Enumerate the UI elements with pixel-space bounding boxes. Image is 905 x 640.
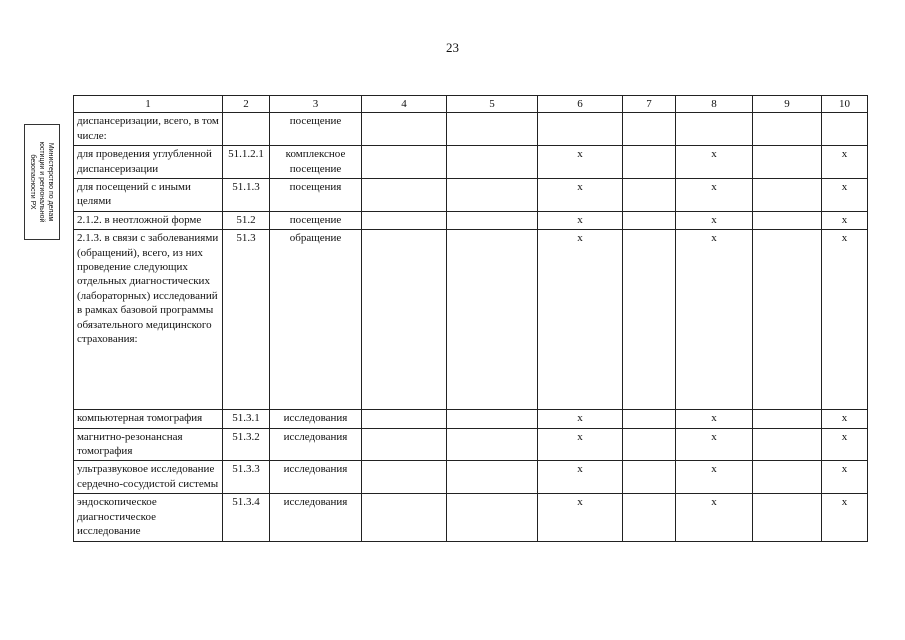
- mark-cell: х: [538, 494, 623, 541]
- column-header: 6: [538, 96, 623, 113]
- empty-cell: [623, 146, 676, 179]
- row-code-cell: 51.3: [223, 230, 270, 410]
- empty-cell: [447, 179, 538, 212]
- mark-cell: х: [822, 179, 868, 212]
- column-header: 8: [676, 96, 753, 113]
- empty-cell: [753, 179, 822, 212]
- empty-cell: [753, 146, 822, 179]
- empty-cell: [362, 211, 447, 229]
- empty-cell: [447, 146, 538, 179]
- empty-cell: [753, 494, 822, 541]
- empty-cell: [362, 230, 447, 410]
- empty-cell: [623, 179, 676, 212]
- row-name-cell: магнитно-резонансная томография: [74, 428, 223, 461]
- row-name-cell: 2.1.2. в неотложной форме: [74, 211, 223, 229]
- table-row: [74, 461, 868, 494]
- empty-cell: [362, 113, 447, 146]
- row-unit-cell: исследования: [270, 410, 362, 428]
- row-unit-cell: посещение: [270, 113, 362, 146]
- row-name-cell: диспансеризации, всего, в том числе:: [74, 113, 223, 146]
- empty-cell: [753, 113, 822, 146]
- empty-cell: [447, 428, 538, 461]
- row-code-cell: 51.3.2: [223, 428, 270, 461]
- mark-cell: х: [676, 146, 753, 179]
- table-row: [74, 211, 868, 229]
- empty-cell: [362, 410, 447, 428]
- mark-cell: х: [538, 428, 623, 461]
- table-row: [74, 179, 868, 212]
- table-row: [74, 113, 868, 146]
- row-name-cell: компьютерная томография: [74, 410, 223, 428]
- row-unit-cell: комплексное посещение: [270, 146, 362, 179]
- column-header: 9: [753, 96, 822, 113]
- table-row: [74, 494, 868, 541]
- empty-cell: [753, 211, 822, 229]
- table-header-row: [74, 96, 868, 113]
- empty-cell: [623, 494, 676, 541]
- empty-cell: [447, 113, 538, 146]
- empty-cell: [447, 410, 538, 428]
- empty-cell: [623, 230, 676, 410]
- mark-cell: [538, 113, 623, 146]
- column-header: 5: [447, 96, 538, 113]
- registration-stamp: [24, 124, 60, 240]
- table-row: [74, 428, 868, 461]
- empty-cell: [362, 146, 447, 179]
- mark-cell: х: [822, 146, 868, 179]
- column-header: 10: [822, 96, 868, 113]
- empty-cell: [362, 179, 447, 212]
- empty-cell: [447, 230, 538, 410]
- row-unit-cell: обращение: [270, 230, 362, 410]
- row-code-cell: 51.1.3: [223, 179, 270, 212]
- empty-cell: [753, 230, 822, 410]
- stamp-line: юстиции и региональной: [38, 141, 46, 223]
- column-header: 7: [623, 96, 676, 113]
- empty-cell: [753, 428, 822, 461]
- empty-cell: [447, 461, 538, 494]
- row-code-cell: 51.2: [223, 211, 270, 229]
- stamp-line: безопасности РХ: [29, 154, 37, 210]
- mark-cell: х: [822, 461, 868, 494]
- column-header: 3: [270, 96, 362, 113]
- row-name-cell: для проведения углубленной диспансеризации: [74, 146, 223, 179]
- mark-cell: х: [822, 410, 868, 428]
- empty-cell: [362, 494, 447, 541]
- row-name-cell: 2.1.3. в связи с заболеваниями (обращений), всего, из них проведение следующих отдельных диагностических (лабораторных) исследований в рамках базовой программы обязательного медицинского страхования:: [74, 230, 223, 410]
- column-header: 4: [362, 96, 447, 113]
- mark-cell: х: [676, 461, 753, 494]
- empty-cell: [362, 428, 447, 461]
- mark-cell: х: [538, 211, 623, 229]
- mark-cell: х: [676, 230, 753, 410]
- row-code-cell: 51.3.4: [223, 494, 270, 541]
- mark-cell: х: [676, 410, 753, 428]
- table-row: [74, 230, 868, 410]
- mark-cell: х: [538, 179, 623, 212]
- row-code-cell: 51.1.2.1: [223, 146, 270, 179]
- empty-cell: [447, 211, 538, 229]
- row-code-cell: 51.3.3: [223, 461, 270, 494]
- row-unit-cell: посещение: [270, 211, 362, 229]
- row-unit-cell: исследования: [270, 494, 362, 541]
- mark-cell: х: [538, 410, 623, 428]
- empty-cell: [753, 461, 822, 494]
- row-name-cell: ультразвуковое исследование сердечно-сосудистой системы: [74, 461, 223, 494]
- row-unit-cell: исследования: [270, 428, 362, 461]
- mark-cell: [822, 113, 868, 146]
- empty-cell: [362, 461, 447, 494]
- empty-cell: [623, 113, 676, 146]
- empty-cell: [623, 428, 676, 461]
- row-code-cell: [223, 113, 270, 146]
- stamp-line: Министерство по делам: [47, 142, 55, 222]
- row-name-cell: для посещений с иными целями: [74, 179, 223, 212]
- mark-cell: х: [676, 494, 753, 541]
- page-number: 23: [446, 40, 459, 55]
- indicators-table: [73, 95, 868, 542]
- mark-cell: х: [676, 179, 753, 212]
- row-unit-cell: посещения: [270, 179, 362, 212]
- mark-cell: х: [538, 461, 623, 494]
- mark-cell: х: [822, 230, 868, 410]
- empty-cell: [623, 211, 676, 229]
- mark-cell: х: [538, 146, 623, 179]
- mark-cell: х: [822, 494, 868, 541]
- mark-cell: х: [676, 211, 753, 229]
- column-header: 1: [74, 96, 223, 113]
- empty-cell: [623, 410, 676, 428]
- mark-cell: х: [538, 230, 623, 410]
- row-name-cell: эндоскопическое диагностическое исследование: [74, 494, 223, 541]
- table-row: [74, 146, 868, 179]
- empty-cell: [623, 461, 676, 494]
- row-code-cell: 51.3.1: [223, 410, 270, 428]
- column-header: 2: [223, 96, 270, 113]
- mark-cell: х: [676, 428, 753, 461]
- row-unit-cell: исследования: [270, 461, 362, 494]
- table-row: [74, 410, 868, 428]
- empty-cell: [447, 494, 538, 541]
- empty-cell: [753, 410, 822, 428]
- mark-cell: [676, 113, 753, 146]
- mark-cell: х: [822, 428, 868, 461]
- mark-cell: х: [822, 211, 868, 229]
